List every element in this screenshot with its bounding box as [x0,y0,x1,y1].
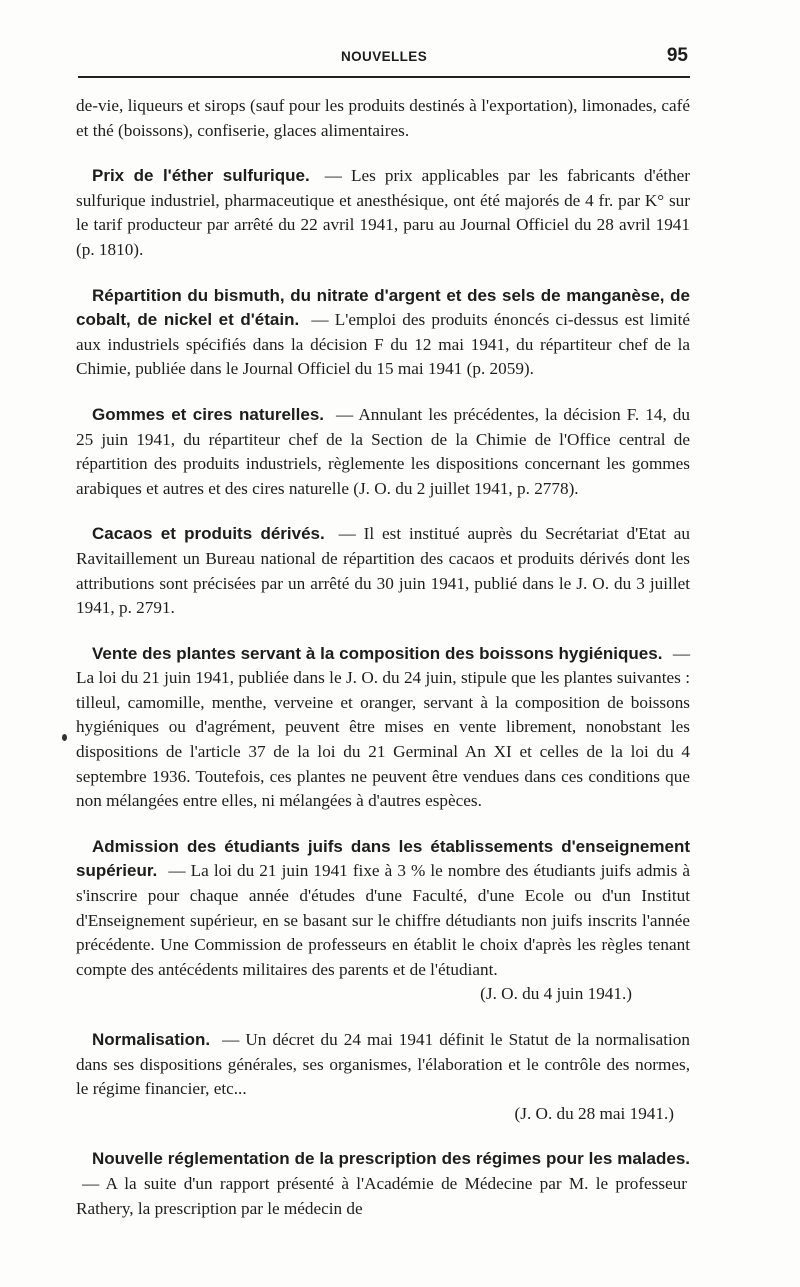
section-reference: (J. O. du 28 mai 1941.) [514,1103,674,1123]
intro-paragraph [76,94,690,143]
section-title: Répartition du bismuth, du nitrate d'argent et des sels de manganèse, de cobalt, de nickel et d'étain. [76,285,690,330]
section-text: Les prix applicables par les fabricants d'éther sulfurique industriel, pharmaceutique et anesthésique, ont été majorés de 4 fr. par K° sur le tarif producteur par arrêté du 22 avril 1941, paru au Journal Officiel du 28 avril 1941 (p. 1810). [76,166,691,259]
section-text: La loi du 21 juin 1941, publiée dans le J. O. du 24 juin, stipule que les plantes suivantes : tilleul, camomille, menthe, verveine et oranger, servant à la composition de boissons hygiéniques ou d'agrément, peuvent être mises en vente librement, nonobstant les dispositions de l'article 37 de la loi du 21 Germinal An XI et celles de la loi du 4 septembre 1936. Toutefois, ces plantes ne peuvent être vendues dans ces conditions que non mélangées entre elles, ni mélangées à d'autres espèces. [76,668,690,811]
article-body [76,94,690,1242]
header-rule [78,76,690,78]
section-title: Vente des plantes servant à la composition des boissons hygiéniques. [92,643,663,663]
section-text: L'emploi des produits énoncés ci-dessus est limité aux industriels spécifiés dans la décision F du 12 mai 1941, du répartiteur chef de la Chimie, publiée dans le Journal Officiel du 15 mai 1941 (p. 2059). [76,310,691,379]
section-ether: Prix de l'éther sulfurique. — Les prix applicables par les fabricants d'éther sulfurique industriel, pharmaceutique et anesthésique, ont été majorés de 4 fr. par K° sur le tarif producteur par arrêté du 22 avril 1941, paru au Journal Officiel du 28 avril 1941 (p. 1810). [76,166,691,259]
section-title: Gommes et cires naturelles. [92,404,325,424]
section-text: A la suite d'un rapport présenté à l'Académie de Médecine par M. le professeur Rathery, la prescription par le médecin de [76,1173,688,1218]
section-cacaos: Cacaos et produits dérivés. — Il est institué auprès du Secrétariat d'Etat au Ravitaillement un Bureau national de répartition des cacaos et produits dérivés dont les attributions sont précisées par un arrêté du 30 juin 1941, publié dans le J. O. du 3 juillet 1941, p. 2791. [76,524,691,618]
section-plantes: Vente des plantes servant à la composition des boissons hygiéniques. — La loi du 21 juin 1941, publiée dans le J. O. du 24 juin, stipule que les plantes suivantes : tilleul, camomille, menthe, verveine et oranger, servant à la composition de boissons hygiéniques ou d'agrément, peuvent être mises en vente librement, nonobstant les dispositions de l'article 37 de la loi du 21 Germinal An XI et celles de la loi du 4 septembre 1936. Toutefois, ces plantes ne peuvent être vendues dans ces conditions que non mélangées entre elles, ni mélangées à d'autres espèces. [76,643,691,811]
section-gommes: Gommes et cires naturelles. — Annulant les précédentes, la décision F. 14, du 25 juin 1941, du répartiteur chef de la Section de la Chimie de l'Office central de répartition des produits industriels, règlemente les dispositions concernant les gommes arabiques et autres et des cires naturelle (J. O. du 2 juillet 1941, p. 2778). [76,404,690,498]
section-text: Un décret du 24 mai 1941 définit le Statut de la normalisation dans ses dispositions générales, ses organismes, l'élaboration et le contrôle des normes, le régime financier, etc... [76,1030,690,1099]
section-title: Normalisation. [92,1030,211,1049]
section-text: Il est institué auprès du Secrétariat d'Etat au Ravitaillement un Bureau national de répartition des cacaos et produits dérivés dont les attributions sont précisées par un arrêté du 30 juin 1941, publié dans le J. O. du 3 juillet 1941, p. 2791. [76,524,691,618]
intro-text: de-vie, liqueurs et sirops (sauf pour les produits destinés à l'exportation), limonades, café et thé (boissons), confiserie, glaces alimentaires. [76,96,690,140]
ink-smudge [62,734,67,741]
section-etudiants: Admission des étudiants juifs dans les établissements d'enseignement supérieur. — La loi du 21 juin 1941 fixe à 3 % le nombre des étudiants juifs admis à s'inscrire pour chaque année d'études d'une Faculté, d'une Ecole ou d'un Institut d'Enseignement supérieur, en se basant sur le chiffre détudiants non juifs inscrits l'année précédente. Une Commission de professeurs en établit le choix d'après les règles tenant compte des antécédents militaires des parents et de l'étudiant. (J. O. du 4 juin 1941.) [76,835,690,1007]
section-title: Cacaos et produits dérivés. [92,524,325,544]
section-title: Nouvelle réglementation de la prescription des régimes pour les malades. [92,1149,690,1169]
section-title: Admission des étudiants juifs dans les établissements d'enseignement supérieur. [76,836,690,881]
section-title: Prix de l'éther sulfurique. [92,166,310,186]
section-normalisation: Normalisation. — Un décret du 24 mai 1941 définit le Statut de la normalisation dans ses dispositions générales, ses organismes, l'élaboration et le contrôle des normes, le régime financier, etc... (J. O. du 28 mai 1941.) [76,1028,690,1126]
section-reference: (J. O. du 4 juin 1941.) [480,984,632,1004]
section-regimes: Nouvelle réglementation de la prescription des régimes pour les malades. — A la suite d'un rapport présenté à l'Académie de Médecine par M. le professeur Rathery, la prescription par le médecin de [76,1149,690,1218]
page-number: 95 [666,45,688,66]
section-text: La loi du 21 juin 1941 fixe à 3 % le nombre des étudiants juifs admis à s'inscrire pour chaque année d'études d'une Faculté, d'une Ecole ou d'un Institut d'Enseignement supérieur, en se basant sur le chiffre détudiants non juifs inscrits l'année précédente. Une Commission de professeurs en établit le choix d'après les règles tenant compte des antécédents militaires des parents et de l'étudiant. [76,861,690,979]
page-header [76,46,690,68]
running-title: NOUVELLES [341,49,428,64]
section-text: Annulant les précédentes, la décision F. 14, du 25 juin 1941, du répartiteur chef de la Section de la Chimie de l'Office central de répartition des produits industriels, règlemente les dispositions concernant les gommes arabiques et autres et des cires naturelle (J. O. du 2 juillet 1941, p. 2778). [76,404,690,498]
section-bismuth: Répartition du bismuth, du nitrate d'argent et des sels de manganèse, de cobalt, de nickel et d'étain. — L'emploi des produits énoncés ci-dessus est limité aux industriels spécifiés dans la décision F du 12 mai 1941, du répartiteur chef de la Chimie, publiée dans le Journal Officiel du 15 mai 1941 (p. 2059). [76,285,691,379]
